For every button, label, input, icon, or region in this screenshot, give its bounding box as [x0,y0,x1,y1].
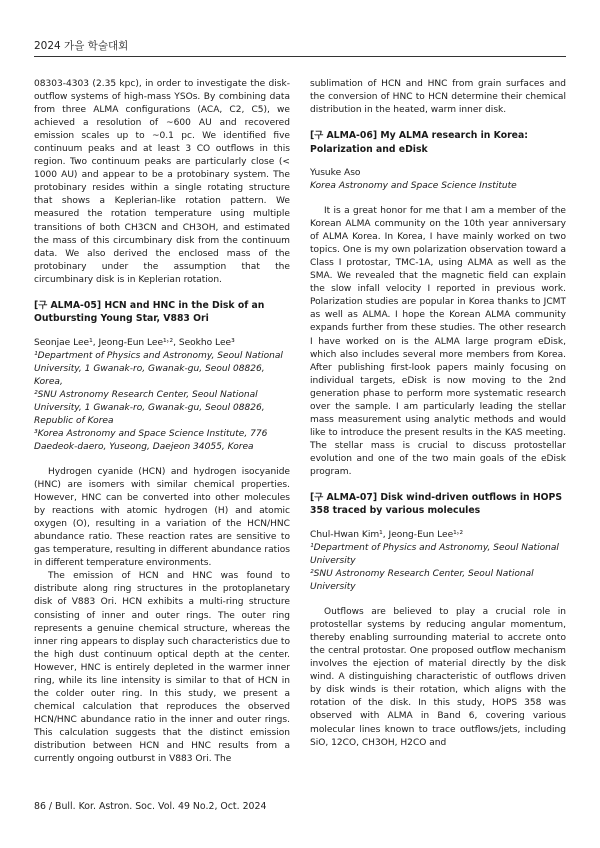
left-column [34,78,290,766]
affiliation-alma06: Korea Astronomy and Space Science Institute [310,181,517,191]
abstract-title-alma05: [구 ALMA-05] HCN and HNC in the Disk of an Outbursting Young Star, V883 Ori [34,299,265,325]
affiliation-3-alma05: ³Korea Astronomy and Space Science Institute, 776 Daedeok-daero, Yuseong, Daejeon 34055, Korea [34,428,268,452]
continued-abstract: 08303-4303 (2.35 kpc), in order to investigate the disk-outflow systems of high-mass YSOs. By combining data from three ALMA configurations (ACA, C2, C5), we achieved a resolution of ~600 AU and recovered emission scales up to ~0.1 pc. We identified five continuum peaks and at least 3 CO outflows in this region. Two continuum peaks are particularly close (< 1000 AU) and appear to be a protobinary system. The protobinary resides within a single rotating structure that shows a Keplerian-like rotation pattern. We measured the rotation temperature using multiple transitions of both CH3CN and CH3OH, and estimated the mass of this circumbinary disk from the continuum data. We also derived the enclosed mass of the protobinary under the assumption that the circumbinary disk is in Keplerian rotation. [34,79,290,285]
abstract-paragraph-alma06: It is a great honor for me that I am a member of the Korean ALMA community on the 10th year anniversary of ALMA Korea. In Korea, I have mainly worked on two topics. One is my own polarization observation toward a Class I protostar, TMC-1A, using ALMA as well as the SMA. We revealed that the magnetic field can explain the slow infall velocity I reported in previous work. Polarization studies are popular in Korea thanks to JCMT as well as ALMA. I hope the Korean ALMA community expands further from these studies. The other research I have worked on is the ALMA large program eDisk, which also includes several more members from Korea. After publishing first-look papers mainly focusing on individual targets, eDisk is now moving to the 2nd generation phase to perform more systematic research over the sample. I am particularly leading the stellar mass measurement using analytic methods and would like to introduce the present results in the KAS meeting. The stellar mass is crucial to discuss protostellar evolution and one of the two main goals of the eDisk program. [310,206,566,477]
continued-abstract-alma05: sublimation of HCN and HNC from grain surfaces and the conversion of HNC to HCN determine their chemical distribution in the heated, warm inner disk. [310,79,566,116]
affiliation-2-alma05: ²SNU Astronomy Research Center, Seoul National University, 1 Gwanak-ro, Gwanak-gu, Seoul 08826, Republic of Korea [34,389,265,426]
running-header: 2024 가을 학술대회 [34,40,129,52]
abstract-paragraph-2-alma05: The emission of HCN and HNC was found to distribute along ring structures in the protoplanetary disk of V883 Ori. HCN exhibits a multi-ring structure consisting of inner and outer rings. The outer ring represents a genuine chemical structure, whereas the inner ring appears to display such characteristics due to the high dust continuum optical depth at the center. However, HNC is entirely depleted in the warmer inner ring, while its line intensity is similar to that of HCN in the colder outer ring. In this study, we present a chemical calculation that reproduces the observed HCN/HNC abundance ratio in the inner and outer rings. This calculation suggests that the distinct emission distribution between HCN and HNC results from a currently ongoing outburst in V883 Ori. The [34,571,290,765]
authors-alma07: Chul-Hwan Kim¹, Jeong-Eun Lee¹˒² [310,529,464,540]
right-column [310,78,566,750]
authors-alma06: Yusuke Aso [310,167,361,178]
affiliation-1-alma05: ¹Department of Physics and Astronomy, Seoul National University, 1 Gwanak-ro, Gwanak-gu, Seoul 08826, Korea, [34,350,283,387]
abstract-title-alma07: [구 ALMA-07] Disk wind-driven outflows in HOPS 358 traced by various molecules [310,492,563,517]
header-rule [34,56,566,57]
affiliation-2-alma07: ²SNU Astronomy Research Center, Seoul National University [310,568,534,593]
authors-alma05: Seonjae Lee¹, Jeong-Eun Lee¹˒², Seokho Lee³ [34,337,235,348]
abstract-paragraph-1-alma05: Hydrogen cyanide (HCN) and hydrogen isocyanide (HNC) are isomers with similar chemical properties. However, HNC can be converted into other molecules by reactions with atomic hydrogen (H) and atomic oxygen (O), resulting in a variation of the HCN/HNC abundance ratio. These reaction rates are sensitive to gas temperature, resulting in different abundance ratios in different temperature environments. [34,466,290,569]
affiliation-1-alma07: ¹Department of Physics and Astronomy, Seoul National University [310,542,559,566]
abstract-title-alma06: [구 ALMA-06] My ALMA research in Korea: Polarization and eDisk [310,130,528,155]
abstract-paragraph-alma07: Outflows are believed to play a crucial role in protostellar systems by reducing angular momentum, thereby enabling surrounding material to accrete onto the central protostar. One proposed outflow mechanism involves the ejection of material directly by the disk wind. A distinguishing characteristic of outflows driven by disk winds is their rotation, which aligns with the rotation of the disk. In this study, HOPS 358 was observed with ALMA in Band 6, covering various molecular lines known to trace outflows/jets, including SiO, 12CO, CH3OH, H2CO and [310,607,566,748]
page-footer: 86 / Bull. Kor. Astron. Soc. Vol. 49 No.2, Oct. 2024 [34,801,267,812]
